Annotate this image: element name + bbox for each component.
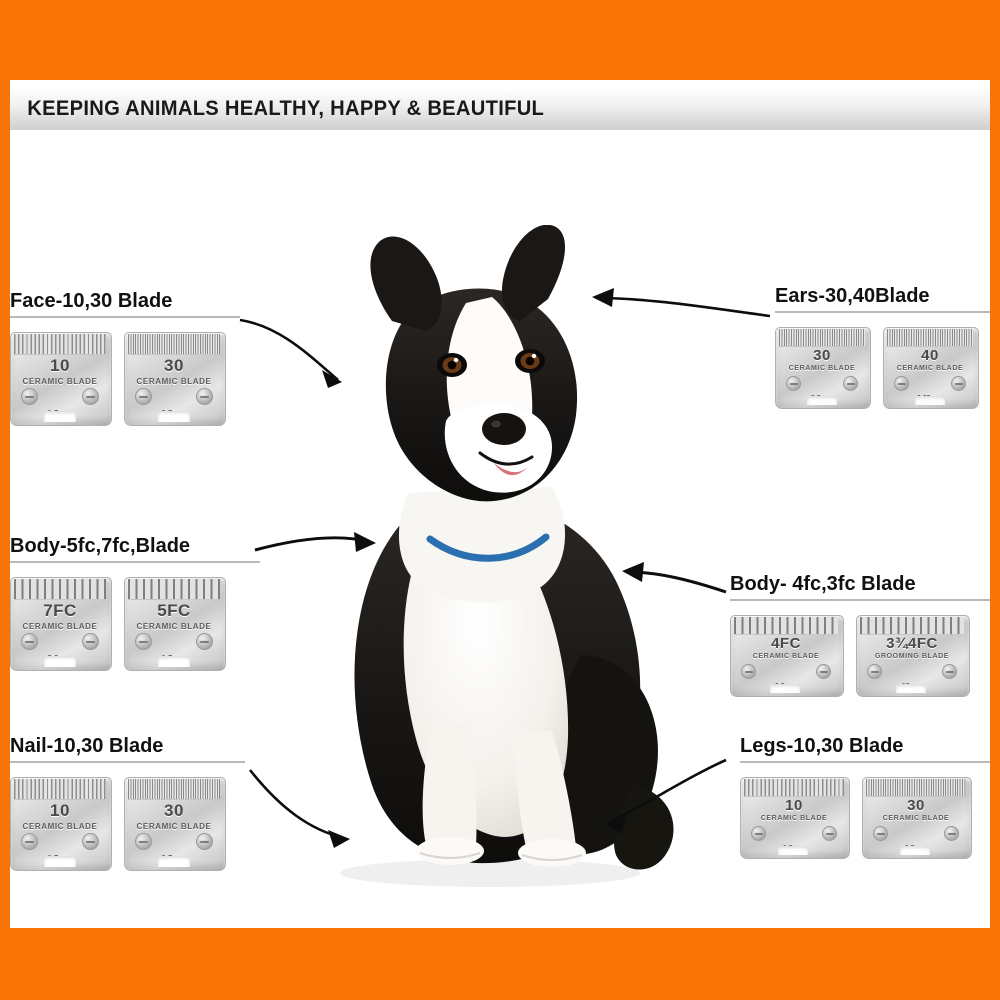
blade-type: CERAMIC BLADE	[22, 822, 98, 831]
blade-card[interactable]	[856, 615, 968, 695]
blade-notch	[770, 684, 800, 693]
blade-card[interactable]	[10, 332, 110, 424]
blade-card[interactable]	[124, 332, 224, 424]
group-ears-blades	[775, 327, 990, 407]
group-body-right-blades	[730, 615, 990, 695]
blade-card[interactable]	[10, 777, 110, 869]
group-face-blades	[10, 332, 240, 424]
blade-notch	[44, 411, 76, 422]
blade-number: 10	[50, 801, 70, 820]
group-face-title: Face-10,30 Blade	[10, 290, 173, 312]
screw-icon	[21, 388, 38, 405]
blade-teeth-icon	[734, 617, 838, 635]
screw-icon	[867, 664, 882, 679]
blade-teeth-icon	[14, 579, 106, 600]
group-body-right-title: Body- 4fc,3fc Blade	[730, 573, 916, 595]
blade-teeth-icon	[128, 579, 220, 600]
blade-card[interactable]	[10, 577, 110, 669]
blade-teeth-icon	[14, 334, 106, 355]
group-body-left	[10, 535, 260, 669]
group-ears-rule	[775, 311, 990, 313]
screw-icon	[942, 664, 957, 679]
screw-icon	[135, 833, 152, 850]
group-body-right	[730, 573, 990, 695]
blade-type: CERAMIC BLADE	[136, 822, 212, 831]
blade-card[interactable]	[124, 577, 224, 669]
group-nail-rule	[10, 761, 245, 763]
blade-card[interactable]	[862, 777, 970, 857]
blade-type: CERAMIC BLADE	[22, 622, 98, 631]
blade-teeth-icon	[860, 617, 964, 635]
screw-icon	[82, 388, 99, 405]
screw-icon	[82, 633, 99, 650]
blade-notch	[900, 846, 930, 855]
screw-icon	[873, 826, 888, 841]
screw-icon	[944, 826, 959, 841]
diagram-stage	[10, 130, 990, 928]
group-nail-title: Nail-10,30 Blade	[10, 735, 164, 757]
blade-notch	[44, 856, 76, 867]
blade-notch	[158, 656, 190, 667]
blade-number: 40	[921, 347, 939, 364]
group-body-left-rule	[10, 561, 260, 563]
blade-number: 4FC	[771, 635, 801, 652]
group-face-rule	[10, 316, 240, 318]
screw-icon	[894, 376, 909, 391]
blade-notch	[896, 684, 926, 693]
blade-type: CERAMIC BLADE	[760, 815, 828, 822]
screw-icon	[135, 633, 152, 650]
blade-teeth-icon	[866, 779, 966, 797]
blade-number: 30	[907, 797, 925, 814]
blade-card[interactable]	[883, 327, 977, 407]
blade-number: 30	[813, 347, 831, 364]
blade-type: CERAMIC BLADE	[882, 815, 950, 822]
blade-number: 30	[164, 801, 184, 820]
screw-icon	[741, 664, 756, 679]
group-legs-title: Legs-10,30 Blade	[740, 735, 904, 757]
screw-icon	[816, 664, 831, 679]
top-orange-band	[0, 0, 1000, 80]
blade-card[interactable]	[730, 615, 842, 695]
screw-icon	[843, 376, 858, 391]
blade-card[interactable]	[124, 777, 224, 869]
screw-icon	[196, 633, 213, 650]
screw-icon	[751, 826, 766, 841]
group-ears-title: Ears-30,40Blade	[775, 285, 930, 307]
blade-card[interactable]	[740, 777, 848, 857]
group-body-right-rule	[730, 599, 990, 601]
blade-notch	[158, 411, 190, 422]
blade-type: CERAMIC BLADE	[136, 377, 212, 386]
screw-icon	[196, 833, 213, 850]
blade-notch	[915, 396, 945, 405]
blade-type: CERAMIC BLADE	[788, 365, 856, 372]
blade-number: 3¾4FC	[886, 635, 938, 652]
blade-notch	[807, 396, 837, 405]
group-face	[10, 290, 240, 424]
blade-notch	[158, 856, 190, 867]
blade-card[interactable]	[775, 327, 869, 407]
screw-icon	[135, 388, 152, 405]
blade-teeth-icon	[14, 779, 106, 800]
tagline-text: KEEPING ANIMALS HEALTHY, HAPPY & BEAUTIFUL	[27, 97, 545, 120]
blade-teeth-icon	[744, 779, 844, 797]
blade-number: 10	[50, 356, 70, 375]
blade-teeth-icon	[887, 329, 973, 347]
screw-icon	[786, 376, 801, 391]
screw-icon	[21, 633, 38, 650]
blade-type: CERAMIC BLADE	[22, 377, 98, 386]
blade-number: 10	[785, 797, 803, 814]
group-body-left-title: Body-5fc,7fc,Blade	[10, 535, 191, 557]
blade-teeth-icon	[128, 334, 220, 355]
screw-icon	[951, 376, 966, 391]
dog-photo	[280, 225, 700, 895]
blade-type: CERAMIC BLADE	[752, 653, 820, 660]
blade-teeth-icon	[779, 329, 865, 347]
group-legs-blades	[740, 777, 990, 857]
blade-notch	[778, 846, 808, 855]
blade-teeth-icon	[128, 779, 220, 800]
blade-number: 5FC	[157, 601, 191, 620]
tagline-bar	[10, 88, 990, 130]
group-nail	[10, 735, 245, 869]
group-legs	[740, 735, 990, 857]
blade-number: 7FC	[43, 601, 77, 620]
blade-notch	[44, 656, 76, 667]
right-orange-edge	[990, 0, 1000, 1000]
blade-type: GROOMING BLADE	[874, 653, 950, 660]
screw-icon	[822, 826, 837, 841]
blade-type: CERAMIC BLADE	[896, 365, 964, 372]
group-legs-rule	[740, 761, 990, 763]
blade-number: 30	[164, 356, 184, 375]
group-body-left-blades	[10, 577, 260, 669]
left-orange-edge	[0, 0, 10, 1000]
screw-icon	[82, 833, 99, 850]
group-nail-blades	[10, 777, 245, 869]
bottom-orange-band	[0, 928, 1000, 1000]
screw-icon	[21, 833, 38, 850]
screw-icon	[196, 388, 213, 405]
blade-type: CERAMIC BLADE	[136, 622, 212, 631]
group-ears	[775, 285, 990, 407]
